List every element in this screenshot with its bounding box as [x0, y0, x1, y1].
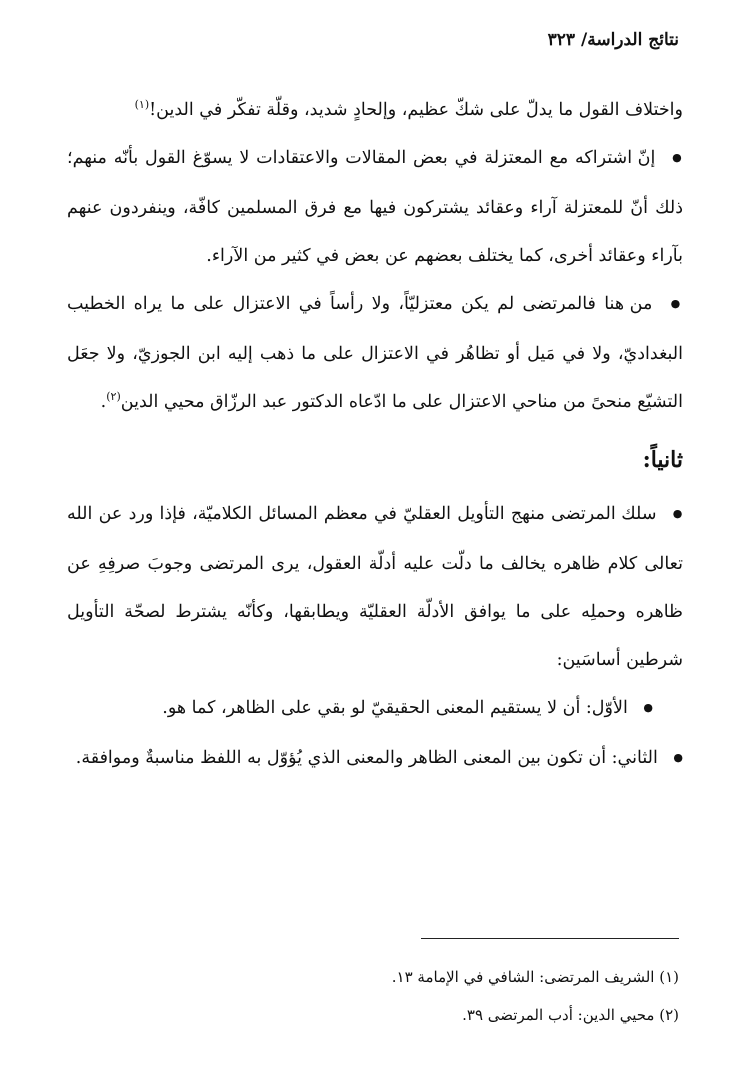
body-text: [67, 86, 683, 784]
running-header: نتائج الدراسة/ ٣٢٣: [547, 30, 679, 50]
bullet-paragraph-3: [67, 490, 683, 684]
paragraph-text: الأوّل: أن لا يستقيم المعنى الحقيقيّ لو بقي على الظاهر، كما هو.: [162, 698, 628, 718]
bullet-condition-2: [67, 734, 683, 784]
paragraph-text: من هنا فالمرتضى لم يكن معتزليّاً، ولا رأساً في الاعتزال على ما يراه الخطيب البغداديّ، ولا في مَيل أو تظاهُر في الاعتزال على ما ذهب إليه ابن الجوزيّ، ولا جعَل التشيّع منحىً من مناحي الاعتزال على ما ادّعاه الدكتور عبد الرزّاق محيي الدين: [67, 294, 683, 412]
paragraph-text: واختلاف القول ما يدلّ على شكّ عظيم، وإلحادٍ شديد، وقلّة تفكّر في الدين!: [149, 100, 683, 120]
paragraph-end-mark: .: [100, 392, 107, 412]
paragraph-continuation: [67, 86, 683, 134]
bullet-paragraph-2: [67, 280, 683, 426]
paragraph-text: إنّ اشتراكه مع المعتزلة في بعض المقالات والاعتقادات لا يسوّغ القول بأنّه منهم؛ ذلك أنّ للمعتزلة آراء وعقائد يشتركون فيها مع فرق المسلمين كافّة، وينفردون عنهم بآراء وعقائد أخرى، كما يختلف بعضهم عن بعض في كثير من الآراء.: [67, 148, 683, 266]
footnote-ref-1: (١): [134, 98, 150, 112]
footnote-2: (٢) محيي الدين: أدب المرتضى ٣٩.: [462, 1006, 679, 1024]
paragraph-text: الثاني: أن تكون بين المعنى الظاهر والمعنى الذي يُؤوّل به اللفظ مناسبةٌ وموافقة.: [75, 748, 658, 768]
footnotes: [79, 958, 679, 1034]
bullet-condition-1: [67, 684, 683, 734]
bullet-paragraph-1: [67, 134, 683, 280]
footnote-1: (١) الشريف المرتضى: الشافي في الإمامة ١٣.: [391, 968, 679, 986]
paragraph-text: سلك المرتضى منهج التأويل العقليّ في معظم المسائل الكلاميّة، فإذا ورد عن الله تعالى كلام ظاهره يخالف ما دلّت عليه أدلّة العقول، يرى المرتضى وجوبَ صرفِهِ عن ظاهره وحملِه على ما يوافق الأدلّة العقليّة ويطابقها، وكأنّه يشترط لصحّة التأويل شرطين أساسَين:: [67, 504, 683, 670]
section-heading: ثانياً:: [642, 447, 683, 473]
footnote-ref-2: (٢): [106, 390, 121, 404]
footnote-divider: [421, 938, 679, 939]
